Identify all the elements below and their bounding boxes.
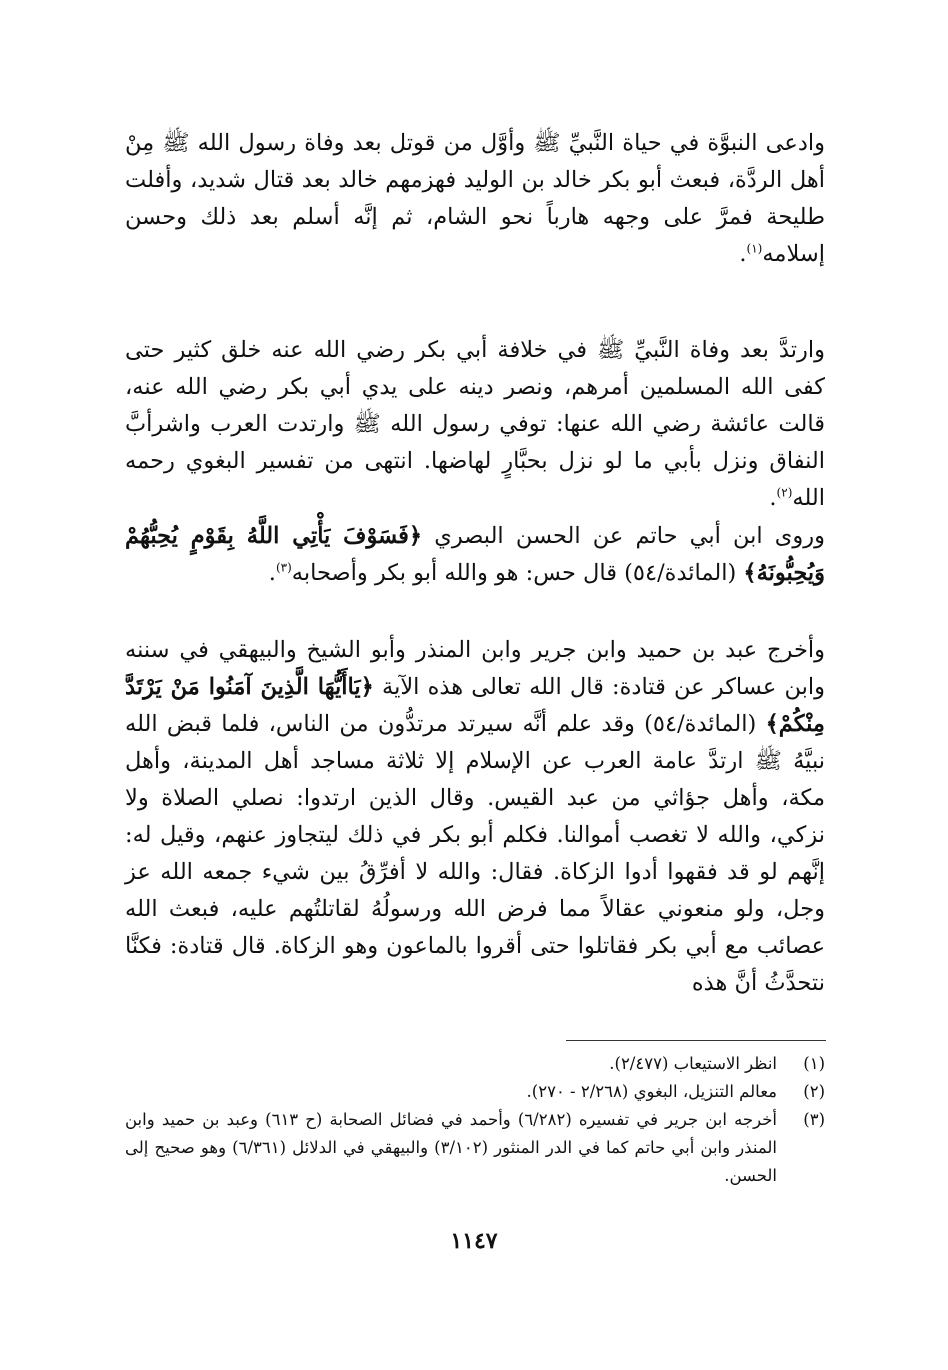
paragraph-text: وارتدَّ بعد وفاة النَّبيِّ ﷺ في خلافة أبي بكر رضي الله عنه خلق كثير حتى كفى الله المسلمين أمرهم، ونصر دينه على يدي أبي بكر رضي الله عنه، قالت عائشة رضي الله عنها: توفي رسول الله ﷺ وارتدت العرب واشرأبَّ النفاق ونزل بأبي ما لو نزل بحبَّارٍ لهاضها. انتهى من تفسير البغوي رحمه الله: [125, 337, 825, 511]
paragraph-apostasy: [125, 332, 825, 517]
footnote-text: معالم التنزيل، البغوي (٢/٢٦٨ - ٢٧٠).: [526, 1082, 777, 1101]
paragraph-text: وادعى النبوَّة في حياة النَّبيِّ ﷺ وأوَّل من قوتل بعد وفاة رسول الله ﷺ مِنْ أهل الردَّة، فبعث أبو بكر خالد بن الوليد فهزمهم خالد بعد قتال شديد، وأفلت طليحة فمرَّ على وجهه هارباً نحو الشام، ثم إنَّه أسلم بعد ذلك وحسن إسلامه: [125, 130, 825, 267]
footnote-text: أخرجه ابن جرير في تفسيره (٦/٢٨٢) وأحمد في فضائل الصحابة (ح ٦١٣) وعبد بن حميد وابن المنذر وابن أبي حاتم كما في الدر المنثور (٣/١٠٢) والبيهقي في الدلائل (٦/٣٦١) وهو صحيح إلى الحسن.: [125, 1110, 778, 1185]
footnotes: [125, 1050, 825, 1190]
paragraph-end-mark: .: [268, 560, 276, 586]
paragraph-text: وروى ابن أبي حاتم عن الحسن البصري: [422, 523, 825, 549]
footnote-item: [125, 1106, 825, 1190]
paragraph-ibn-abi-hatim: [125, 518, 825, 592]
page-number: ١١٤٧: [450, 1228, 498, 1254]
footnote-divider: [566, 1040, 826, 1041]
footnote-item: [125, 1050, 825, 1078]
paragraph-end-mark: .: [769, 485, 777, 511]
footnote-ref-1[interactable]: (١): [746, 241, 763, 256]
paragraph-tulayha: [125, 125, 825, 273]
footnote-number: (٣): [803, 1110, 825, 1129]
paragraph-text: (المائدة/٥٤) قال حس: هو والله أبو بكر وأصحابه: [291, 560, 744, 586]
footnote-item: [125, 1078, 825, 1106]
footnote-ref-3[interactable]: (٣): [275, 560, 292, 575]
quran-verse: ﴿فَسَوْفَ يَأْتِي اللَّهُ بِقَوْمٍ يُحِبُّهُمْ وَيُحِبُّونَهُ﴾: [125, 523, 825, 586]
paragraph-end-mark: .: [739, 241, 747, 267]
paragraph-qatada: [125, 632, 825, 1002]
footnote-number: (٢): [803, 1082, 825, 1101]
paragraph-text: (المائدة/٥٤) وقد علم أنَّه سيرتد مرتدُّون من الناس، فلما قبض الله نبيَّهُ ﷺ ارتدَّ عامة العرب عن الإسلام إلا ثلاثة مساجد أهل المدينة، وأهل مكة، وأهل جؤاثي من عبد القيس. وقال الذين ارتدوا: نصلي الصلاة ولا نزكي، والله لا تغصب أموالنا. فكلم أبو بكر في ذلك ليتجاوز عنهم، وقيل له: إنَّهم لو قد فقهوا أدوا الزكاة. فقال: والله لا أفرِّقُ بين شيء جمعه الله عز وجل، ولو منعوني عقالاً مما فرض الله ورسولُهُ لقاتلتُهم عليه، فبعث الله عصائب مع أبي بكر فقاتلوا حتى أقروا بالماعون وهو الزكاة. قال قتادة: فكنَّا نتحدَّثُ أنَّ هذه: [125, 711, 825, 996]
quran-verse: ﴿يَاأَيُّهَا الَّذِينَ آمَنُوا مَنْ يَرْتَدَّ مِنْكُمْ﴾: [125, 674, 825, 737]
paragraph-text: وأخرج عبد بن حميد وابن جرير وابن المنذر وأبو الشيخ والبيهقي في سننه وابن عساكر عن قتادة: قال الله تعالى هذه الآية: [125, 637, 825, 700]
footnote-text: انظر الاستيعاب (٢/٤٧٧).: [609, 1054, 777, 1073]
footnote-ref-2[interactable]: (٢): [776, 485, 793, 500]
footnote-number: (١): [803, 1054, 825, 1073]
